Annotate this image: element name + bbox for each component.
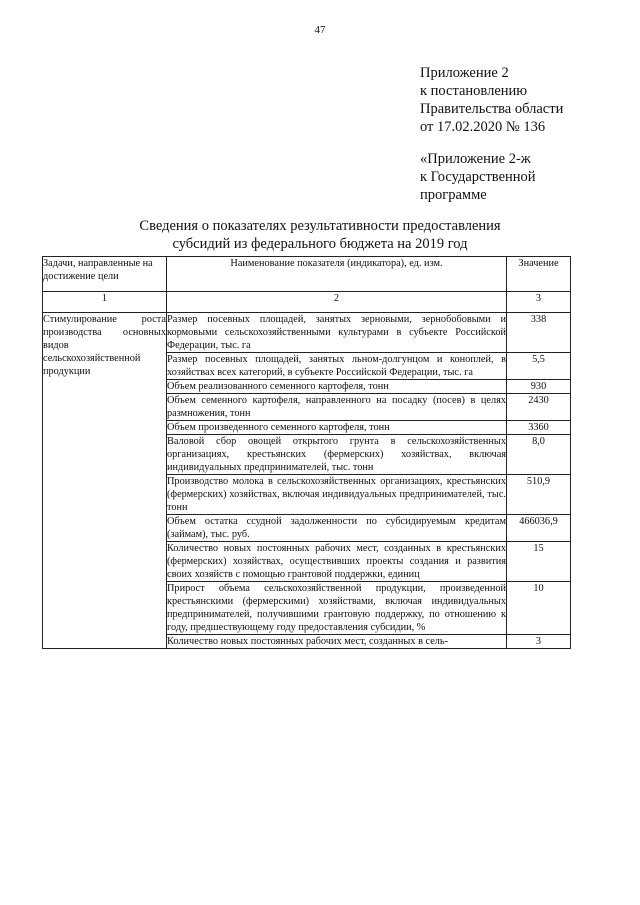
title-line-1: Сведения о показателях результативности предоставления <box>139 218 501 234</box>
indicator-value: 466036,9 <box>507 515 571 542</box>
indicator-value: 10 <box>507 582 571 635</box>
task-cell: Стимулирование роста производства основных видов сельскохозяйственной продукции <box>43 313 167 649</box>
indicator-name: Объем остатка ссудной задолженности по субсидируемым кредитам (займам), тыс. руб. <box>167 516 506 540</box>
table-row <box>43 313 571 353</box>
indicator-value: 930 <box>507 380 571 394</box>
indicator-name: Валовой сбор овощей открытого грунта в сельскохозяйственных организациях, крестьянских (фермерских) хозяйствах, включая индивидуальных предпринимателей, тыс. тонн <box>167 436 506 473</box>
appendix-block <box>420 64 630 136</box>
title-line-2: субсидий из федерального бюджета на 2019 год <box>172 236 468 252</box>
indicator-value: 2430 <box>507 394 571 421</box>
indicator-value: 15 <box>507 542 571 582</box>
appendix-line: к постановлению <box>420 83 528 99</box>
column-number-1: 1 <box>43 292 167 313</box>
indicator-value: 5,5 <box>507 353 571 380</box>
appendix-2zh-line: программе <box>420 187 487 203</box>
indicator-name: Объем реализованного семенного картофеля, тонн <box>167 380 507 394</box>
indicator-name: Размер посевных площадей, занятых льном-долгунцом и коноплей, в хозяйствах всех категорий, в субъекте Российской Федерации, тыс. га <box>167 354 506 378</box>
indicator-value: 3 <box>507 635 571 649</box>
indicator-name: Объем семенного картофеля, направленного на посадку (посев) в целях размножения, тонн <box>167 395 506 419</box>
indicator-name: Размер посевных площадей, занятых зерновыми, зернобобовыми и кормовыми сельскохозяйственными культурами в субъекте Российской Федерации, тыс. га <box>167 314 506 351</box>
indicator-name: Производство молока в сельскохозяйственных организациях, крестьянских (фермерских) хозяйствах, включая индивидуальных предпринимателей, тыс. тонн <box>167 476 506 513</box>
indicator-name: Количество новых постоянных рабочих мест, созданных в сель- <box>167 635 507 649</box>
appendix-2zh-line: «Приложение 2-ж <box>420 151 531 167</box>
column-number-2: 2 <box>167 292 507 313</box>
appendix-2zh-block <box>420 150 630 204</box>
indicator-value: 338 <box>507 313 571 353</box>
header-tasks: Задачи, направленные на достижение цели <box>43 257 167 292</box>
header-value: Значение <box>507 257 571 292</box>
appendix-line: от 17.02.2020 № 136 <box>420 119 546 135</box>
indicator-value: 8,0 <box>507 435 571 475</box>
header-indicator: Наименование показателя (индикатора), ед. изм. <box>167 257 507 292</box>
table-header-row <box>43 257 571 292</box>
indicator-name: Объем произведенного семенного картофеля, тонн <box>167 421 507 435</box>
indicator-name: Количество новых постоянных рабочих мест, созданных в крестьянских (фермерских) хозяйствах, осуществивших проекты создания и развития своих хозяйств с помощью грантовой поддержки, единиц <box>167 543 506 580</box>
indicator-name: Прирост объема сельскохозяйственной продукции, произведенной крестьянскими (фермерскими) хозяйствами, включая индивидуальных предпринимателей, получившими грантовую поддержку, по отношению к году, предшествующему году предоставления субсидии, % <box>167 583 506 633</box>
page-number: 47 <box>314 24 326 36</box>
appendix-line: Приложение 2 <box>420 65 509 81</box>
indicator-value: 3360 <box>507 421 571 435</box>
document-title <box>70 217 570 253</box>
column-number-3: 3 <box>507 292 571 313</box>
column-numbers-row <box>43 292 571 313</box>
indicator-value: 510,9 <box>507 475 571 515</box>
appendix-2zh-line: к Государственной <box>420 169 536 185</box>
appendix-line: Правительства области <box>420 101 564 117</box>
indicators-table <box>42 256 571 649</box>
